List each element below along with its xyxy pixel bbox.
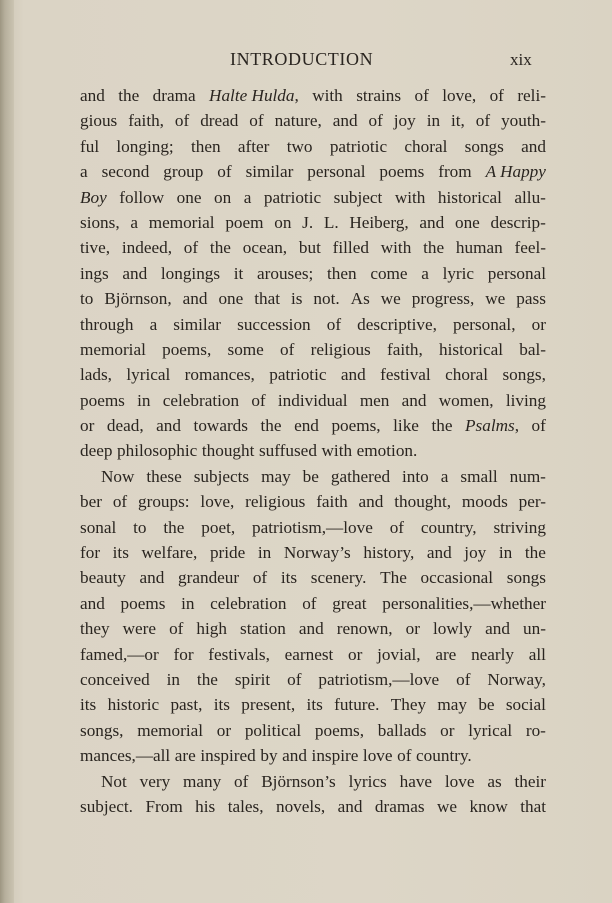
- text-line: sions, a memorial poem on J. L. Heiberg, and one descrip-: [80, 212, 546, 232]
- page-number: xix: [510, 50, 532, 69]
- text-line: conceived in the spirit of patriotism,—love of Norway,: [80, 669, 546, 689]
- text-line: to Björnson, and one that is not. As we progress, we pass: [80, 289, 546, 309]
- text-line: famed,—or for festivals, earnest or jovial, are nearly all: [80, 644, 546, 664]
- text-line: ings and longings it arouses; then come a lyric personal: [80, 263, 546, 283]
- text-line: Now these subjects may be gathered into a small num-: [101, 466, 546, 486]
- body-text: [80, 83, 546, 819]
- text-line: a second group of similar personal poems from A Happy: [80, 162, 546, 182]
- text-line: poems in celebration of individual men and women, living: [80, 390, 546, 410]
- text-line: lads, lyrical romances, patriotic and festival choral songs,: [80, 365, 546, 385]
- text-line: deep philosophic thought suffused with emotion.: [80, 441, 418, 461]
- page-header: [0, 49, 612, 73]
- text-line: beauty and grandeur of its scenery. The occasional songs: [80, 568, 546, 588]
- text-line: they were of high station and renown, or lowly and un-: [80, 619, 546, 639]
- text-line: or dead, and towards the end poems, like the Psalms, of: [80, 416, 546, 436]
- text-line: for its welfare, pride in Norway’s history, and joy in the: [80, 543, 546, 563]
- text-line: Boy follow one on a patriotic subject with historical allu-: [80, 187, 546, 207]
- text-line: and the drama Halte Hulda, with strains of love, of reli-: [80, 86, 546, 105]
- text-line: tive, indeed, of the ocean, but filled with the human feel-: [80, 238, 546, 258]
- binding-edge: [0, 0, 14, 903]
- text-line: memorial poems, some of religious faith, historical bal-: [80, 339, 546, 359]
- text-line: ber of groups: love, religious faith and thought, moods per-: [80, 492, 546, 512]
- text-line: sonal to the poet, patriotism,—love of country, striving: [80, 517, 546, 537]
- running-title: INTRODUCTION: [230, 49, 374, 69]
- text-line: its historic past, its present, its future. They may be social: [80, 695, 546, 715]
- text-line: gious faith, of dread of nature, and of joy in it, of youth-: [80, 111, 546, 131]
- text-line: ful longing; then after two patriotic choral songs and: [80, 136, 546, 156]
- text-line: Not very many of Björnson’s lyrics have love as their: [101, 771, 546, 791]
- text-line: songs, memorial or political poems, ballads or lyrical ro-: [80, 720, 546, 740]
- text-line: through a similar succession of descriptive, personal, or: [80, 314, 546, 334]
- text-line: and poems in celebration of great personalities,—whether: [80, 593, 546, 613]
- text-line: mances,—all are inspired by and inspire love of country.: [80, 746, 472, 766]
- text-line: subject. From his tales, novels, and dramas we know that: [80, 796, 546, 816]
